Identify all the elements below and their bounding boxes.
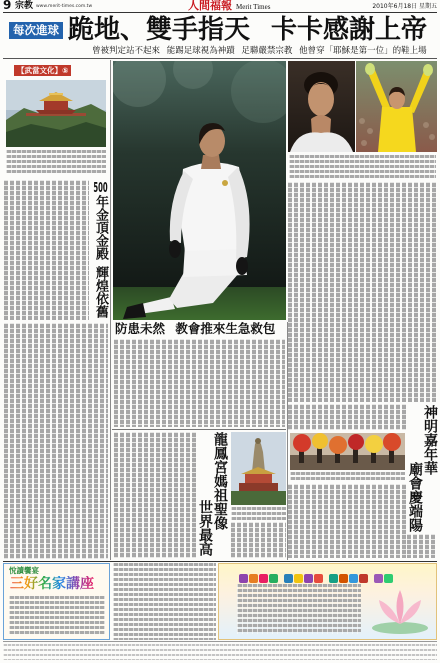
masthead-logo: 人間福報	[188, 0, 232, 12]
wudang-title-number: 500	[93, 182, 108, 195]
wudang-article-body-cont	[4, 323, 108, 559]
church-story-rule	[112, 429, 286, 430]
issue-date: 2010年6月18日 星期五	[372, 3, 437, 10]
goalkeeper-photo	[356, 61, 437, 152]
ads-rule	[3, 561, 437, 562]
event-ad	[218, 563, 437, 640]
lecture-ad-tagline: 悅讀饗宴	[9, 566, 39, 575]
temple-photo	[6, 80, 106, 147]
series-label: 【武當文化】⑤	[14, 65, 71, 76]
website-url: www.merit-times.com.tw	[36, 4, 93, 9]
headline-deck: 曾被判定站不起來 能踢足球視為神蹟 足聯嚴禁宗教 他曾穿「耶穌是第一位」的鞋上場	[92, 46, 427, 56]
festival-story-title	[407, 405, 437, 532]
mazu-title-line2: 世界最高	[197, 500, 213, 556]
lecture-ad	[3, 563, 110, 640]
kneeling-player-photo	[113, 61, 286, 320]
lecture-ad-title: 三好名家講座	[10, 576, 94, 592]
event-ad-title-graphic	[239, 568, 399, 579]
lead-article-body-cont	[288, 404, 406, 430]
festival-story-body-cont	[407, 534, 437, 558]
section-name: 宗教	[15, 1, 34, 11]
mazu-statue-photo	[231, 432, 286, 505]
footer-text	[3, 644, 437, 660]
page-number: 9	[3, 0, 12, 12]
event-ad-details	[237, 584, 361, 634]
wudang-article-title	[91, 182, 108, 320]
lotus-icon	[367, 582, 433, 636]
mazu-story-body-cont	[231, 522, 286, 558]
masthead-english: Merit Times	[236, 3, 271, 11]
footer-rule	[3, 641, 437, 642]
headline-kicker: 每次進球	[9, 22, 63, 39]
lecture-ad-details	[9, 596, 105, 636]
deck-rule	[3, 58, 437, 59]
praying-player-photo	[288, 61, 355, 152]
wudang-article-body	[4, 180, 89, 320]
temple-photo-caption	[6, 150, 106, 174]
player-photos-caption	[289, 155, 436, 178]
mazu-story-title	[197, 432, 227, 556]
church-story-headline: 防患未然 教會推來生急救包	[115, 321, 276, 336]
mazu-title-line1: 龍鳳宮媽祖聖像	[212, 432, 228, 530]
main-headline: 跪地、雙手指天 卡卡感謝上帝	[68, 15, 428, 45]
header-rule	[3, 12, 437, 13]
temple-festival-photo	[290, 433, 405, 470]
lead-article-body	[288, 182, 437, 402]
festival-photo-caption	[290, 472, 405, 481]
church-story-body	[114, 339, 285, 427]
festival-title-line1: 神明嘉年華	[422, 405, 438, 475]
bottom-notice-text	[113, 563, 216, 640]
festival-title-line2: 廟會慶端陽	[407, 462, 423, 532]
column-rule-left	[110, 60, 111, 560]
festival-story-body	[288, 484, 406, 558]
wudang-title-line1: 年金頂金殿	[93, 195, 108, 260]
wudang-title-line2: 輝煌依舊	[93, 266, 108, 318]
mazu-photo-caption	[231, 507, 286, 520]
mazu-story-body	[114, 432, 196, 558]
